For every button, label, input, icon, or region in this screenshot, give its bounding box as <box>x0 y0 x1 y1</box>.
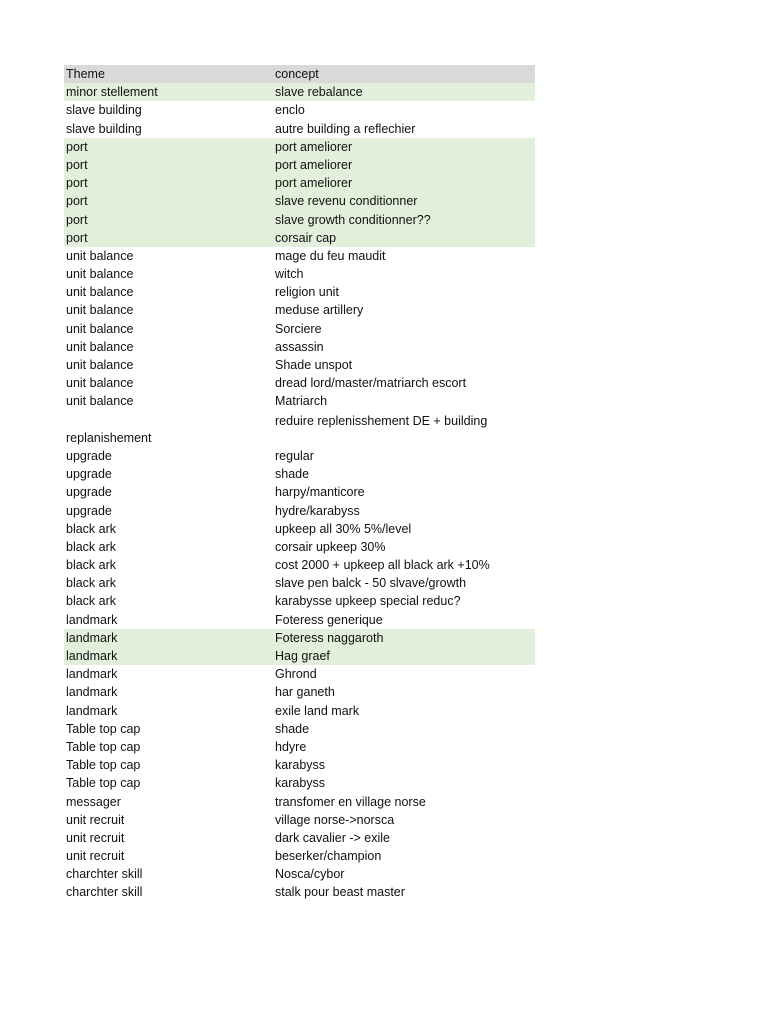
theme-cell[interactable]: Table top cap <box>66 739 141 754</box>
table-row <box>64 283 535 301</box>
table-row <box>64 301 535 319</box>
concept-cell[interactable]: hydre/karabyss <box>275 503 360 518</box>
table-row <box>64 120 535 138</box>
table-row <box>64 411 535 447</box>
theme-cell[interactable]: slave building <box>66 103 142 118</box>
concept-cell[interactable]: slave rebalance <box>275 85 363 100</box>
concept-cell[interactable]: Sorciere <box>275 321 322 336</box>
table-row <box>64 265 535 283</box>
table-row <box>64 520 535 538</box>
table-row <box>64 629 535 647</box>
table-row <box>64 483 535 501</box>
table-row <box>64 720 535 738</box>
concept-cell[interactable]: transfomer en village norse <box>275 794 426 809</box>
theme-cell[interactable]: unit balance <box>66 376 134 391</box>
concept-cell[interactable]: exile land mark <box>275 703 360 718</box>
table-row <box>64 829 535 847</box>
theme-cell[interactable]: port <box>66 194 88 209</box>
table-row <box>64 465 535 483</box>
header-theme-cell[interactable]: Theme <box>66 67 105 81</box>
table-row <box>64 556 535 574</box>
table-row <box>64 665 535 683</box>
table-row <box>64 574 535 592</box>
theme-cell[interactable]: upgrade <box>66 467 112 482</box>
theme-cell[interactable]: unit recruit <box>66 812 125 827</box>
concept-cell[interactable]: village norse->norsca <box>275 812 395 827</box>
theme-cell[interactable]: charchter skill <box>66 885 143 900</box>
table-row <box>64 738 535 756</box>
concept-cell[interactable]: dread lord/master/matriarch escort <box>275 376 467 391</box>
table-row <box>64 211 535 229</box>
concept-cell[interactable]: har ganeth <box>275 685 335 700</box>
table-row <box>64 156 535 174</box>
concept-cell[interactable]: dark cavalier -> exile <box>275 830 390 845</box>
table-row <box>64 793 535 811</box>
concept-cell[interactable]: port ameliorer <box>275 157 353 172</box>
theme-cell[interactable]: unit balance <box>66 321 134 336</box>
concept-cell[interactable]: mage du feu maudit <box>275 248 386 263</box>
theme-cell[interactable]: unit balance <box>66 394 134 409</box>
table-row <box>64 83 535 101</box>
theme-cell[interactable]: messager <box>66 794 121 809</box>
theme-cell[interactable]: replanishement <box>66 430 152 445</box>
concept-cell[interactable]: Foteress naggaroth <box>275 630 384 645</box>
concept-cell[interactable]: slave growth conditionner?? <box>275 212 431 227</box>
theme-cell[interactable]: unit balance <box>66 248 134 263</box>
table-row <box>64 174 535 192</box>
theme-cell[interactable]: upgrade <box>66 503 112 518</box>
table-row <box>64 447 535 465</box>
theme-cell[interactable]: port <box>66 176 88 191</box>
theme-cell[interactable]: black ark <box>66 558 117 573</box>
concept-cell[interactable]: witch <box>275 267 304 282</box>
table-row <box>64 320 535 338</box>
theme-cell[interactable]: black ark <box>66 539 117 554</box>
theme-cell[interactable]: Table top cap <box>66 758 141 773</box>
table-row <box>64 774 535 792</box>
theme-cell[interactable]: unit balance <box>66 285 134 300</box>
theme-cell[interactable]: upgrade <box>66 448 112 463</box>
concept-cell[interactable]: harpy/manticore <box>275 485 365 500</box>
theme-cell[interactable]: black ark <box>66 521 117 536</box>
concept-cell[interactable]: karabyss <box>275 776 326 791</box>
theme-cell[interactable]: landmark <box>66 612 118 627</box>
concept-cell[interactable]: assassin <box>275 339 324 354</box>
table-row <box>64 247 535 265</box>
concept-cell[interactable]: slave revenu conditionner <box>275 194 418 209</box>
theme-cell[interactable]: upgrade <box>66 485 112 500</box>
concept-cell[interactable]: hdyre <box>275 739 307 754</box>
concept-cell[interactable]: regular <box>275 448 314 463</box>
concept-cell[interactable]: enclo <box>275 103 305 118</box>
table-row <box>64 647 535 665</box>
theme-cell[interactable]: unit balance <box>66 358 134 372</box>
theme-cell[interactable]: unit balance <box>66 339 134 354</box>
theme-cell[interactable]: charchter skill <box>66 867 143 882</box>
concept-cell[interactable]: reduire replenisshement DE + building <box>275 413 488 428</box>
concept-cell[interactable]: Foteress generique <box>275 612 383 627</box>
table-row <box>64 611 535 629</box>
table-row <box>64 138 535 156</box>
theme-cell[interactable]: port <box>66 157 88 172</box>
theme-cell[interactable]: port <box>66 230 88 245</box>
table-row <box>64 392 535 410</box>
concept-cell[interactable]: Ghrond <box>275 667 317 682</box>
table-row <box>64 101 535 119</box>
concept-cell[interactable]: corsair cap <box>275 230 337 245</box>
table-row <box>64 883 535 901</box>
theme-cell[interactable]: unit balance <box>66 303 134 318</box>
theme-cell[interactable]: black ark <box>66 594 117 609</box>
theme-cell[interactable]: Table top cap <box>66 776 141 791</box>
header-concept-cell[interactable]: concept <box>275 67 319 81</box>
concept-cell[interactable]: meduse artillery <box>275 303 364 318</box>
theme-cell[interactable]: landmark <box>66 630 118 645</box>
concept-cell[interactable]: karabyss <box>275 758 326 773</box>
table-row <box>64 592 535 610</box>
table-row <box>64 229 535 247</box>
concept-cell[interactable]: Nosca/cybor <box>275 867 345 882</box>
table-row <box>64 374 535 392</box>
theme-cell[interactable]: slave building <box>66 121 142 136</box>
theme-cell[interactable]: landmark <box>66 649 118 664</box>
spreadsheet <box>64 65 535 902</box>
table-row <box>64 865 535 883</box>
table-row <box>64 756 535 774</box>
theme-cell[interactable]: port <box>66 212 88 227</box>
theme-cell[interactable]: Table top cap <box>66 721 141 736</box>
concept-cell[interactable]: slave pen balck - 50 slvave/growth <box>275 576 467 591</box>
concept-cell[interactable]: Matriarch <box>275 394 328 409</box>
table-row <box>64 338 535 356</box>
concept-cell[interactable]: karabysse upkeep special reduc? <box>275 594 461 609</box>
theme-cell[interactable]: minor stellement <box>66 85 158 100</box>
table-row <box>64 702 535 720</box>
concept-cell[interactable]: port ameliorer <box>275 139 353 154</box>
table-row <box>64 538 535 556</box>
concept-cell[interactable]: beserker/champion <box>275 849 382 864</box>
concept-cell[interactable]: autre building a reflechier <box>275 121 416 136</box>
table-row <box>64 192 535 210</box>
data-rows <box>64 83 535 901</box>
concept-cell[interactable]: cost 2000 + upkeep all black ark +10% <box>275 558 490 573</box>
concept-cell[interactable]: Hag graef <box>275 649 330 664</box>
theme-cell[interactable]: unit recruit <box>66 830 125 845</box>
theme-cell[interactable]: landmark <box>66 703 118 718</box>
concept-cell[interactable]: port ameliorer <box>275 176 353 191</box>
concept-cell[interactable]: religion unit <box>275 285 339 300</box>
table-row <box>64 683 535 701</box>
theme-cell[interactable]: port <box>66 139 88 154</box>
theme-cell[interactable]: landmark <box>66 685 118 700</box>
theme-cell[interactable]: unit recruit <box>66 849 125 864</box>
concept-cell[interactable]: shade <box>275 721 310 736</box>
concept-cell[interactable]: upkeep all 30% 5%/level <box>275 521 412 536</box>
concept-cell[interactable]: Shade unspot <box>275 358 353 372</box>
table-row <box>64 811 535 829</box>
table-row <box>64 356 535 374</box>
theme-cell[interactable]: landmark <box>66 667 118 682</box>
table-row <box>64 502 535 520</box>
theme-cell[interactable]: unit balance <box>66 267 134 282</box>
header-row <box>64 65 535 83</box>
concept-cell[interactable]: shade <box>275 467 310 482</box>
concept-cell[interactable]: corsair upkeep 30% <box>275 539 386 554</box>
theme-cell[interactable]: black ark <box>66 576 117 591</box>
table-row <box>64 847 535 865</box>
concept-cell[interactable]: stalk pour beast master <box>275 885 405 900</box>
